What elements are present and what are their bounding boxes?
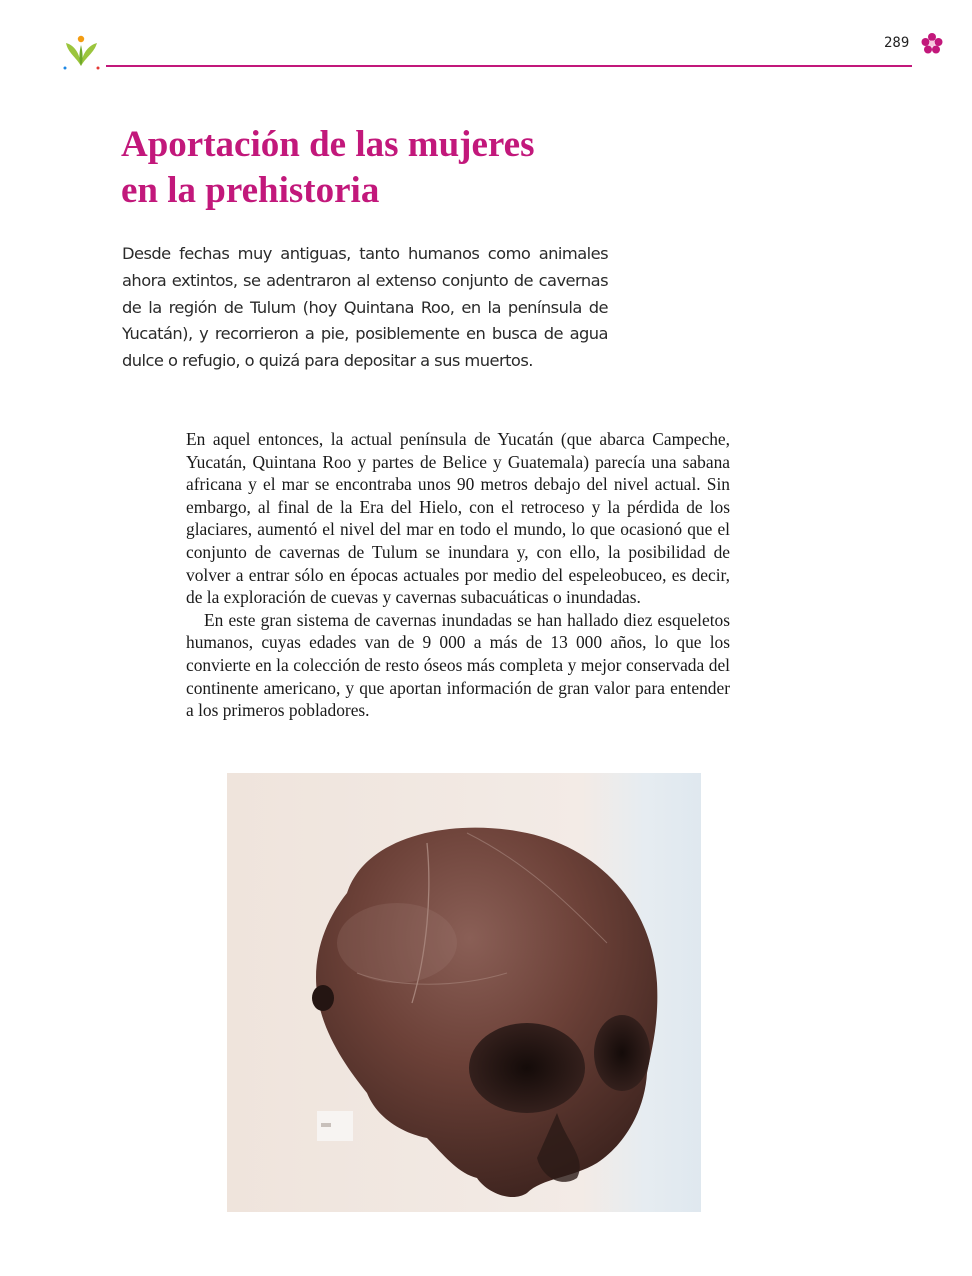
page-number: 289	[884, 35, 910, 51]
body-text	[186, 428, 730, 722]
title-line-2: en la prehistoria	[121, 170, 380, 211]
title-line-1: Aportación de las mujeres	[121, 124, 535, 165]
skull-photo	[227, 773, 701, 1212]
page-title	[121, 122, 681, 214]
header-rule	[106, 65, 912, 67]
leaf-figure-icon	[62, 33, 102, 71]
body-paragraph-2: En este gran sistema de cavernas inundadas se han hallado diez esqueletos humanos, cuyas edades van de 9 000 a más de 13 000 años, lo que los convierte en la colección de resto óseos más completa y mejor conservada del continente americano, y que aportan información de gran valor para entender a los primeros pobladores.	[186, 609, 730, 721]
body-paragraph-1: En aquel entonces, la actual península de Yucatán (que abarca Campeche, Yucatán, Quintana Roo y partes de Belice y Guatemala) parecía una sabana africana y el mar se encontraba unos 90 metros debajo del nivel actual. Sin embargo, al final de la Era del Hielo, con el retroceso y la pérdida de los glaciares, aumentó el nivel del mar en todo el mundo, lo que ocasionó que el conjunto de cavernas de Tulum se inundara y, con ello, la posibilidad de volver a entrar sólo en épocas actuales por medio del espeleobuceo, es decir, de la exploración de cuevas y cavernas subacuáticas o inundadas.	[186, 429, 730, 608]
intro-paragraph: Desde fechas muy antiguas, tanto humanos como animales ahora extintos, se adentraron al extenso conjunto de cavernas de la región de Tulum (hoy Quintana Roo, en la península de Yucatán), y recorrieron a pie, posiblemente en busca de agua dulce o refugio, o quizá para depositar a sus muertos.	[122, 244, 608, 371]
flower-ornament-icon	[919, 31, 945, 57]
